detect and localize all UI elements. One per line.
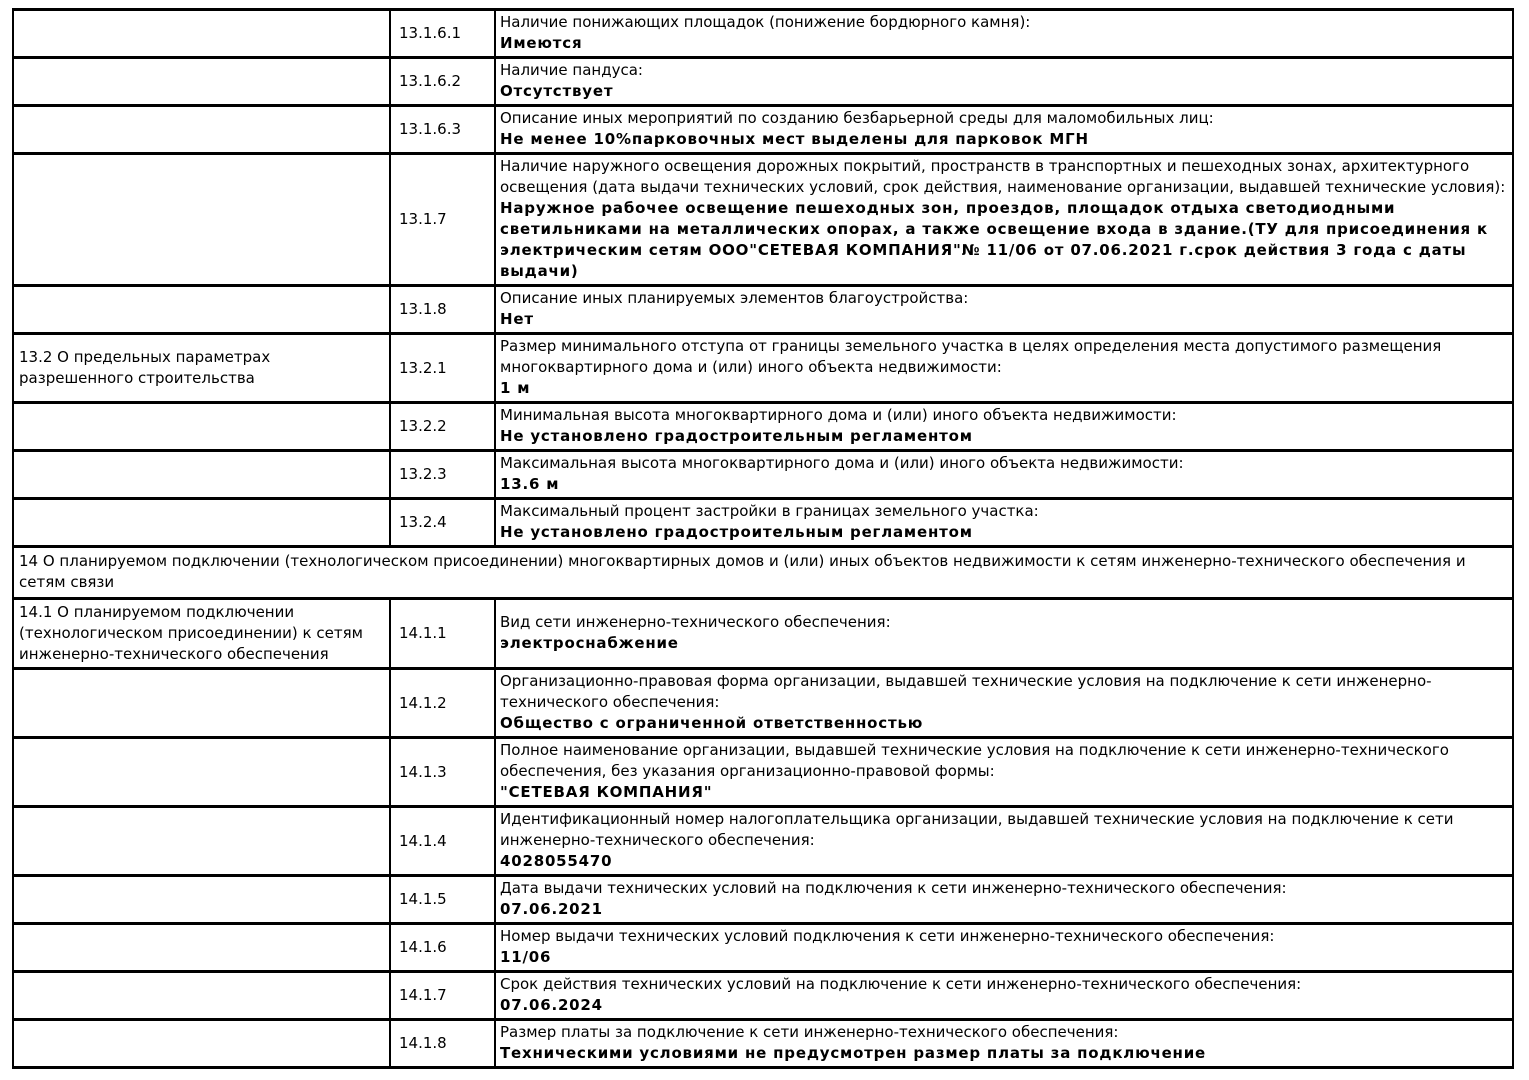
field-label: Идентификационный номер налогоплательщика организации, выдавшей технические условия на подключение к сети инженерно-технического обеспечения:: [500, 810, 1454, 849]
section-title-cell: [13, 286, 390, 334]
section-title-cell: [13, 1020, 390, 1068]
table-row: [13, 807, 1513, 876]
section-title-cell: [13, 58, 390, 106]
table-row: [13, 403, 1513, 451]
field-label: Минимальная высота многоквартирного дома и (или) иного объекта недвижимости:: [500, 406, 1177, 424]
item-content-cell: [495, 286, 1513, 334]
section-title-cell: [13, 403, 390, 451]
table-row: [13, 451, 1513, 499]
section-title-cell: [13, 669, 390, 738]
item-content-cell: [495, 876, 1513, 924]
field-label: Размер платы за подключение к сети инженерно-технического обеспечения:: [500, 1023, 1119, 1041]
field-value: "СЕТЕВАЯ КОМПАНИЯ": [500, 783, 713, 801]
field-label: Наличие пандуса:: [500, 61, 643, 79]
field-label: Наличие понижающих площадок (понижение бордюрного камня):: [500, 13, 1031, 31]
field-label: Дата выдачи технических условий на подключения к сети инженерно-технического обеспечения:: [500, 879, 1287, 897]
section-title-cell: [13, 499, 390, 547]
item-number: 14.1.2: [390, 669, 495, 738]
section-title-cell: [13, 807, 390, 876]
item-content-cell: [495, 599, 1513, 669]
field-value: 07.06.2024: [500, 996, 603, 1014]
field-value: 1 м: [500, 379, 531, 397]
section-title-cell: [13, 106, 390, 154]
item-number: 13.1.7: [390, 154, 495, 286]
item-content-cell: [495, 334, 1513, 403]
field-label: Максимальный процент застройки в границах земельного участка:: [500, 502, 1039, 520]
section-header-row: [13, 547, 1513, 599]
section-title-cell: 14.1 О планируемом подключении (технологическом присоединении) к сетям инженерно-технического обеспечения: [13, 599, 390, 669]
table-row: [13, 972, 1513, 1020]
table-row: [13, 738, 1513, 807]
item-number: 13.2.4: [390, 499, 495, 547]
field-value: Наружное рабочее освещение пешеходных зон, проездов, площадок отдыха светодиодными светильниками на металлических опорах, а также освещение входа в здание.(ТУ для присоединения к электрическим сетям ООО"СЕТЕВАЯ КОМПАНИЯ"№ 11/06 от 07.06.2021 г.срок действия 3 года с даты выдачи): [500, 199, 1488, 280]
item-content-cell: [495, 807, 1513, 876]
item-number: 14.1.4: [390, 807, 495, 876]
field-value: Имеются: [500, 34, 583, 52]
item-content-cell: [495, 924, 1513, 972]
field-label: Размер минимального отступа от границы земельного участка в целях определения места допустимого размещения многоквартирного дома и (или) иного объекта недвижимости:: [500, 337, 1442, 376]
field-label: Вид сети инженерно-технического обеспечения:: [500, 613, 891, 631]
item-number: 13.2.2: [390, 403, 495, 451]
field-value: Техническими условиями не предусмотрен размер платы за подключение: [500, 1044, 1206, 1062]
item-content-cell: [495, 1020, 1513, 1068]
declaration-table: [12, 8, 1514, 1069]
field-value: 4028055470: [500, 852, 613, 870]
item-number: 14.1.5: [390, 876, 495, 924]
item-content-cell: [495, 972, 1513, 1020]
item-number: 14.1.1: [390, 599, 495, 669]
item-content-cell: [495, 154, 1513, 286]
table-row: [13, 499, 1513, 547]
field-value: электроснабжение: [500, 634, 679, 652]
section-title-cell: [13, 972, 390, 1020]
field-value: Не установлено градостроительным регламентом: [500, 427, 973, 445]
field-value: Нет: [500, 310, 534, 328]
table-row: [13, 599, 1513, 669]
field-value: Общество с ограниченной ответственностью: [500, 714, 924, 732]
field-label: Наличие наружного освещения дорожных покрытий, пространств в транспортных и пешеходных зонах, архитектурного освещения (дата выдачи технических условий, срок действия, наименование организации, выдавшей технические условия):: [500, 157, 1506, 196]
section-title-cell: 13.2 О предельных параметрах разрешенного строительства: [13, 334, 390, 403]
table-row: [13, 154, 1513, 286]
item-number: 13.1.6.2: [390, 58, 495, 106]
item-content-cell: [495, 451, 1513, 499]
item-number: 13.2.3: [390, 451, 495, 499]
field-label: Описание иных мероприятий по созданию безбарьерной среды для маломобильных лиц:: [500, 109, 1214, 127]
field-value: 11/06: [500, 948, 552, 966]
field-value: 13.6 м: [500, 475, 560, 493]
table-row: [13, 669, 1513, 738]
field-label: Полное наименование организации, выдавшей технические условия на подключение к сети инженерно-технического обеспечения, без указания организационно-правовой формы:: [500, 741, 1449, 780]
section-title-cell: [13, 451, 390, 499]
field-label: Организационно-правовая форма организации, выдавшей технические условия на подключение к сети инженерно-технического обеспечения:: [500, 672, 1432, 711]
section-title-cell: [13, 10, 390, 58]
item-content-cell: [495, 669, 1513, 738]
section-title-cell: [13, 154, 390, 286]
field-label: Срок действия технических условий на подключение к сети инженерно-технического обеспечения:: [500, 975, 1302, 993]
item-number: 14.1.6: [390, 924, 495, 972]
item-content-cell: [495, 403, 1513, 451]
item-number: 13.1.6.1: [390, 10, 495, 58]
field-value: Не установлено градостроительным регламентом: [500, 523, 973, 541]
field-label: Номер выдачи технических условий подключения к сети инженерно-технического обеспечения:: [500, 927, 1275, 945]
item-number: 13.1.8: [390, 286, 495, 334]
item-content-cell: [495, 10, 1513, 58]
table-row: [13, 10, 1513, 58]
section-title-cell: [13, 876, 390, 924]
item-number: 14.1.7: [390, 972, 495, 1020]
section-title-cell: [13, 738, 390, 807]
table-row: [13, 106, 1513, 154]
table-row: [13, 286, 1513, 334]
item-content-cell: [495, 106, 1513, 154]
table-row: [13, 58, 1513, 106]
table-row: [13, 334, 1513, 403]
table-row: [13, 1020, 1513, 1068]
field-value: 07.06.2021: [500, 900, 603, 918]
table-row: [13, 924, 1513, 972]
field-label: Максимальная высота многоквартирного дома и (или) иного объекта недвижимости:: [500, 454, 1184, 472]
item-number: 13.1.6.3: [390, 106, 495, 154]
section-title-cell: [13, 924, 390, 972]
item-number: 14.1.3: [390, 738, 495, 807]
item-number: 14.1.8: [390, 1020, 495, 1068]
field-label: Описание иных планируемых элементов благоустройства:: [500, 289, 969, 307]
document-page: [12, 8, 1512, 1069]
field-value: Отсутствует: [500, 82, 614, 100]
section-header: 14 О планируемом подключении (технологическом присоединении) многоквартирных домов и (или) иных объектов недвижимости к сетям инженерно-технического обеспечения и сетям связи: [13, 547, 1513, 599]
item-content-cell: [495, 58, 1513, 106]
field-value: Не менее 10%парковочных мест выделены для парковок МГН: [500, 130, 1089, 148]
table-row: [13, 876, 1513, 924]
item-number: 13.2.1: [390, 334, 495, 403]
item-content-cell: [495, 499, 1513, 547]
item-content-cell: [495, 738, 1513, 807]
